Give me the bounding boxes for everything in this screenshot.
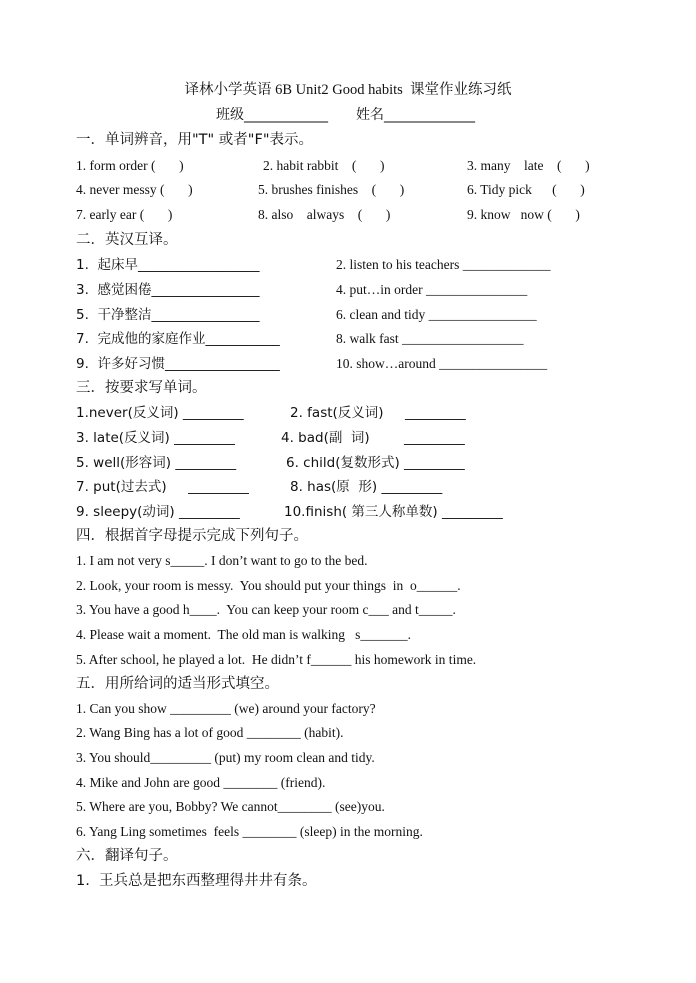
- s3-question-9: 9. sleepy(动词) _________: [76, 504, 240, 520]
- section-6-heading: 六．翻译句子。: [76, 848, 178, 864]
- s2-question-10: 10. show…around ________________: [336, 356, 548, 371]
- s1-question-6: 6. Tidy pick ( ): [467, 182, 585, 197]
- s4-question-4: 4. Please wait a moment. The old man is walking s_______.: [76, 627, 411, 642]
- s3-question-2: 2. fast(反义词) _________: [290, 405, 466, 421]
- s3-question-5: 5. well(形容词) _________: [76, 455, 237, 471]
- s4-question-3: 3. You have a good h____. You can keep your room c___ and t_____.: [76, 602, 456, 617]
- s5-question-4: 4. Mike and John are good ________ (friend).: [76, 775, 326, 790]
- worksheet-title: [0, 81, 696, 99]
- s2-question-7: 7. 完成他的家庭作业___________: [76, 331, 280, 347]
- section-4-heading: 四．根据首字母提示完成下列句子。: [76, 528, 308, 544]
- s3-question-7: 7. put(过去式) _________: [76, 479, 249, 495]
- class-field: 班级____________: [216, 107, 328, 123]
- s2-question-9: 9. 许多好习惯_________________: [76, 356, 280, 372]
- s5-question-5: 5. Where are you, Bobby? We cannot________ (see)you.: [76, 799, 385, 814]
- s1-question-8: 8. also always ( ): [258, 207, 391, 222]
- s2-question-8: 8. walk fast __________________: [336, 331, 524, 346]
- s1-question-4: 4. never messy ( ): [76, 182, 193, 197]
- title-prefix: 译林小学英语: [184, 82, 272, 98]
- s4-question-2: 2. Look, your room is messy. You should put your things in o______.: [76, 578, 461, 593]
- title-unit: 6B Unit2 Good habits: [275, 82, 403, 98]
- s2-question-1: 1. 起床早__________________: [76, 257, 260, 273]
- s3-question-4: 4. bad(副 词) _________: [281, 430, 465, 446]
- s5-question-3: 3. You should_________ (put) my room clean and tidy.: [76, 750, 375, 765]
- s5-question-2: 2. Wang Bing has a lot of good ________ (habit).: [76, 725, 344, 740]
- s2-question-4: 4. put…in order _______________: [336, 282, 528, 297]
- s1-question-3: 3. many late ( ): [467, 158, 590, 173]
- s3-question-10: 10.finish( 第三人称单数) _________: [284, 504, 503, 520]
- section-2-heading: 二．英汉互译。: [76, 232, 178, 248]
- section-3-heading: 三．按要求写单词。: [76, 380, 207, 396]
- s3-question-1: 1.never(反义词) _________: [76, 405, 244, 421]
- section-5-heading: 五．用所给词的适当形式填空。: [76, 676, 279, 692]
- s3-question-3: 3. late(反义词) _________: [76, 430, 235, 446]
- s3-question-8: 8. has(原 形) _________: [290, 479, 443, 495]
- title-suffix: 课堂作业练习纸: [410, 82, 512, 98]
- s6-question-1: 1. 王兵总是把东西整理得井井有条。: [76, 873, 317, 889]
- s1-question-1: 1. form order ( ): [76, 158, 184, 173]
- s5-question-6: 6. Yang Ling sometimes feels ________ (sleep) in the morning.: [76, 824, 423, 839]
- s1-question-5: 5. brushes finishes ( ): [258, 182, 405, 197]
- s4-question-1: 1. I am not very s_____. I don’t want to go to the bed.: [76, 553, 368, 568]
- s1-question-9: 9. know now ( ): [467, 207, 580, 222]
- s2-question-3: 3. 感觉困倦________________: [76, 282, 260, 298]
- s2-question-6: 6. clean and tidy ________________: [336, 307, 537, 322]
- s1-question-2: 2. habit rabbit ( ): [263, 158, 385, 173]
- s2-question-5: 5. 干净整洁________________: [76, 307, 260, 323]
- s1-question-7: 7. early ear ( ): [76, 207, 173, 222]
- section-1-heading: 一．单词辨音，用"T" 或者"F"表示。: [76, 132, 313, 148]
- s4-question-5: 5. After school, he played a lot. He didn’t f______ his homework in time.: [76, 652, 477, 667]
- s2-question-2: 2. listen to his teachers _____________: [336, 257, 551, 272]
- s5-question-1: 1. Can you show _________ (we) around your factory?: [76, 701, 376, 716]
- name-field: 姓名_____________: [356, 107, 475, 123]
- s3-question-6: 6. child(复数形式) _________: [286, 455, 465, 471]
